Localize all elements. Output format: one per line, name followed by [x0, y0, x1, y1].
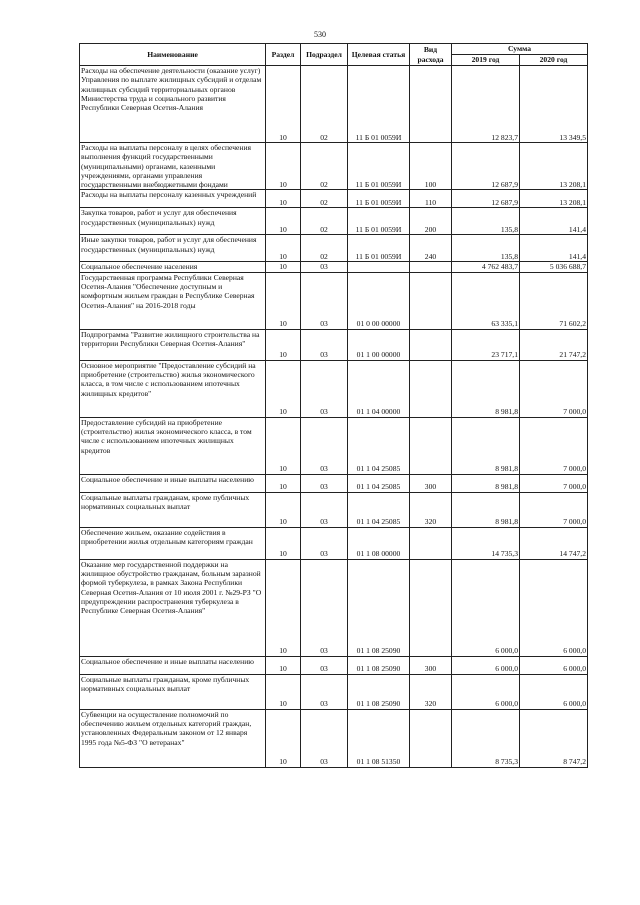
row-target-article: 11 Б 01 0059И — [348, 208, 410, 235]
row-expense-type: 300 — [410, 656, 452, 674]
row-name: Расходы на обеспечение деятельности (оказание услуг) Управления по выплате жилищных субсидий и отделам жилищных субсидий территориальных органов Министерства труда и социального развития Республики Северная Осетия-Алания — [80, 66, 266, 143]
row-sum-2019: 8 981,8 — [452, 492, 520, 527]
row-subsection: 03 — [301, 492, 348, 527]
row-expense-type — [410, 527, 452, 559]
row-section: 10 — [266, 417, 301, 474]
row-sum-2019: 14 735,3 — [452, 527, 520, 559]
row-subsection: 02 — [301, 143, 348, 190]
row-section: 10 — [266, 674, 301, 709]
row-section: 10 — [266, 492, 301, 527]
row-name: Подпрограмма "Развитие жилищного строительства на территории Республики Северная Осетия-Алания" — [80, 329, 266, 360]
row-target-article: 01 1 04 25085 — [348, 492, 410, 527]
row-sum-2020: 6 000,0 — [520, 674, 588, 709]
row-section: 10 — [266, 66, 301, 143]
row-target-article: 11 Б 01 0059И — [348, 190, 410, 208]
row-expense-type: 320 — [410, 492, 452, 527]
row-section: 10 — [266, 208, 301, 235]
row-target-article: 11 Б 01 0059И — [348, 143, 410, 190]
row-expense-type: 240 — [410, 235, 452, 262]
row-subsection: 02 — [301, 66, 348, 143]
row-sum-2020: 13 349,5 — [520, 66, 588, 143]
table-row — [80, 66, 588, 143]
table-row — [80, 360, 588, 417]
row-subsection: 03 — [301, 709, 348, 767]
row-subsection: 02 — [301, 235, 348, 262]
header-year-2020: 2020 год — [520, 55, 588, 66]
row-target-article: 01 1 08 25090 — [348, 674, 410, 709]
row-name: Расходы на выплаты персоналу казенных учреждений — [80, 190, 266, 208]
table-row — [80, 143, 588, 190]
header-name: Наименование — [80, 44, 266, 66]
row-name: Основное мероприятие "Предоставление субсидий на приобретение (строительство) жилья экономического класса, в том числе с использованием ипотечных жилищных кредитов" — [80, 360, 266, 417]
row-sum-2019: 8 981,8 — [452, 417, 520, 474]
row-name: Социальное обеспечение и иные выплаты населению — [80, 656, 266, 674]
row-sum-2020: 141,4 — [520, 235, 588, 262]
header-section: Раздел — [266, 44, 301, 66]
row-section: 10 — [266, 262, 301, 272]
row-subsection: 03 — [301, 656, 348, 674]
row-target-article — [348, 262, 410, 272]
row-sum-2020: 7 000,0 — [520, 417, 588, 474]
row-section: 10 — [266, 235, 301, 262]
row-subsection: 03 — [301, 360, 348, 417]
row-sum-2019: 135,8 — [452, 235, 520, 262]
row-expense-type — [410, 709, 452, 767]
row-expense-type: 300 — [410, 474, 452, 492]
table-row — [80, 417, 588, 474]
row-name: Предоставление субсидий на приобретение (строительство) жилья экономического класса, в том числе с использованием ипотечных жилищных кредитов — [80, 417, 266, 474]
row-expense-type — [410, 262, 452, 272]
row-subsection: 03 — [301, 329, 348, 360]
row-sum-2019: 6 000,0 — [452, 674, 520, 709]
row-name: Социальное обеспечение и иные выплаты населению — [80, 474, 266, 492]
row-sum-2020: 8 747,2 — [520, 709, 588, 767]
row-sum-2019: 8 981,8 — [452, 474, 520, 492]
row-target-article: 01 1 00 00000 — [348, 329, 410, 360]
row-sum-2019: 8 981,8 — [452, 360, 520, 417]
row-subsection: 03 — [301, 474, 348, 492]
row-section: 10 — [266, 143, 301, 190]
row-subsection: 02 — [301, 190, 348, 208]
row-subsection: 03 — [301, 272, 348, 329]
row-section: 10 — [266, 474, 301, 492]
row-name: Оказание мер государственной поддержки на жилищное обустройство гражданам, больным заразной формой туберкулеза, в рамках Закона Республики Северная Осетия-Алания от 10 июля 2001 г. №29-РЗ "О предупреждении распространения туберкулеза в Республике Северная Осетия-Алания" — [80, 559, 266, 656]
row-name: Социальные выплаты гражданам, кроме публичных нормативных социальных выплат — [80, 492, 266, 527]
row-sum-2020: 71 602,2 — [520, 272, 588, 329]
row-subsection: 02 — [301, 208, 348, 235]
row-name: Иные закупки товаров, работ и услуг для обеспечения государственных (муниципальных) нужд — [80, 235, 266, 262]
row-section: 10 — [266, 559, 301, 656]
row-sum-2019: 8 735,3 — [452, 709, 520, 767]
row-target-article: 01 1 08 25090 — [348, 656, 410, 674]
row-expense-type — [410, 417, 452, 474]
table-row — [80, 474, 588, 492]
row-sum-2020: 141,4 — [520, 208, 588, 235]
table-header — [80, 44, 588, 66]
table-row — [80, 272, 588, 329]
header-expense-type: Вид расхода — [410, 44, 452, 66]
row-name: Социальные выплаты гражданам, кроме публичных нормативных социальных выплат — [80, 674, 266, 709]
header-sum: Сумма — [452, 44, 588, 55]
row-section: 10 — [266, 527, 301, 559]
row-name: Субвенции на осуществление полномочий по обеспечению жильем отдельных категорий граждан, установленных Федеральным законом от 12 января 1995 года №5-ФЗ "О ветеранах" — [80, 709, 266, 767]
row-sum-2019: 12 687,9 — [452, 190, 520, 208]
row-name: Государственная программа Республики Северная Осетия-Алания "Обеспечение доступным и комфортным жильем граждан в Республике Северная Осетия-Алания" на 2016-2018 годы — [80, 272, 266, 329]
row-sum-2020: 6 000,0 — [520, 559, 588, 656]
row-target-article: 01 1 08 00000 — [348, 527, 410, 559]
row-sum-2019: 4 762 483,7 — [452, 262, 520, 272]
row-target-article: 11 Б 01 0059И — [348, 66, 410, 143]
header-subsection: Подраздел — [301, 44, 348, 66]
row-name: Расходы на выплаты персоналу в целях обеспечения выполнения функций государственными (муниципальными) органами, казенными учреждениями, органами управления государственными внебюджетными фондами — [80, 143, 266, 190]
row-sum-2019: 63 335,1 — [452, 272, 520, 329]
row-target-article: 01 1 08 25090 — [348, 559, 410, 656]
row-expense-type — [410, 559, 452, 656]
row-name: Закупка товаров, работ и услуг для обеспечения государственных (муниципальных) нужд — [80, 208, 266, 235]
row-section: 10 — [266, 360, 301, 417]
row-target-article: 01 1 04 00000 — [348, 360, 410, 417]
row-expense-type: 200 — [410, 208, 452, 235]
row-sum-2019: 23 717,1 — [452, 329, 520, 360]
row-section: 10 — [266, 656, 301, 674]
row-section: 10 — [266, 272, 301, 329]
row-expense-type: 320 — [410, 674, 452, 709]
row-sum-2020: 7 000,0 — [520, 492, 588, 527]
table-body — [80, 66, 588, 768]
row-target-article: 01 1 04 25085 — [348, 417, 410, 474]
header-year-2019: 2019 год — [452, 55, 520, 66]
row-subsection: 03 — [301, 674, 348, 709]
table-row — [80, 190, 588, 208]
row-expense-type: 100 — [410, 143, 452, 190]
row-subsection: 03 — [301, 527, 348, 559]
row-sum-2019: 135,8 — [452, 208, 520, 235]
row-section: 10 — [266, 190, 301, 208]
row-sum-2020: 6 000,0 — [520, 656, 588, 674]
row-target-article: 11 Б 01 0059И — [348, 235, 410, 262]
row-sum-2019: 6 000,0 — [452, 656, 520, 674]
table-row — [80, 492, 588, 527]
table-row — [80, 329, 588, 360]
row-section: 10 — [266, 329, 301, 360]
row-target-article: 01 0 00 00000 — [348, 272, 410, 329]
row-sum-2020: 5 036 688,7 — [520, 262, 588, 272]
row-subsection: 03 — [301, 417, 348, 474]
row-subsection: 03 — [301, 262, 348, 272]
row-expense-type — [410, 272, 452, 329]
row-sum-2020: 14 747,2 — [520, 527, 588, 559]
table-row — [80, 262, 588, 272]
budget-table — [79, 43, 588, 768]
row-expense-type: 110 — [410, 190, 452, 208]
row-sum-2020: 13 208,1 — [520, 190, 588, 208]
table-row — [80, 656, 588, 674]
row-expense-type — [410, 360, 452, 417]
table-row — [80, 559, 588, 656]
row-sum-2020: 7 000,0 — [520, 474, 588, 492]
row-subsection: 03 — [301, 559, 348, 656]
table-row — [80, 208, 588, 235]
row-sum-2020: 13 208,1 — [520, 143, 588, 190]
row-target-article: 01 1 08 51350 — [348, 709, 410, 767]
row-name: Обеспечение жильем, оказание содействия в приобретении жилья отдельным категориям граждан — [80, 527, 266, 559]
row-expense-type — [410, 66, 452, 143]
row-sum-2019: 12 823,7 — [452, 66, 520, 143]
table-row — [80, 527, 588, 559]
row-sum-2019: 6 000,0 — [452, 559, 520, 656]
header-target: Целевая статья — [348, 44, 410, 66]
row-expense-type — [410, 329, 452, 360]
row-section: 10 — [266, 709, 301, 767]
table-row — [80, 235, 588, 262]
page-number: 530 — [314, 30, 326, 39]
row-sum-2020: 7 000,0 — [520, 360, 588, 417]
row-sum-2019: 12 687,9 — [452, 143, 520, 190]
table-row — [80, 709, 588, 767]
row-target-article: 01 1 04 25085 — [348, 474, 410, 492]
row-sum-2020: 21 747,2 — [520, 329, 588, 360]
row-name: Социальное обеспечение населения — [80, 262, 266, 272]
table-row — [80, 674, 588, 709]
